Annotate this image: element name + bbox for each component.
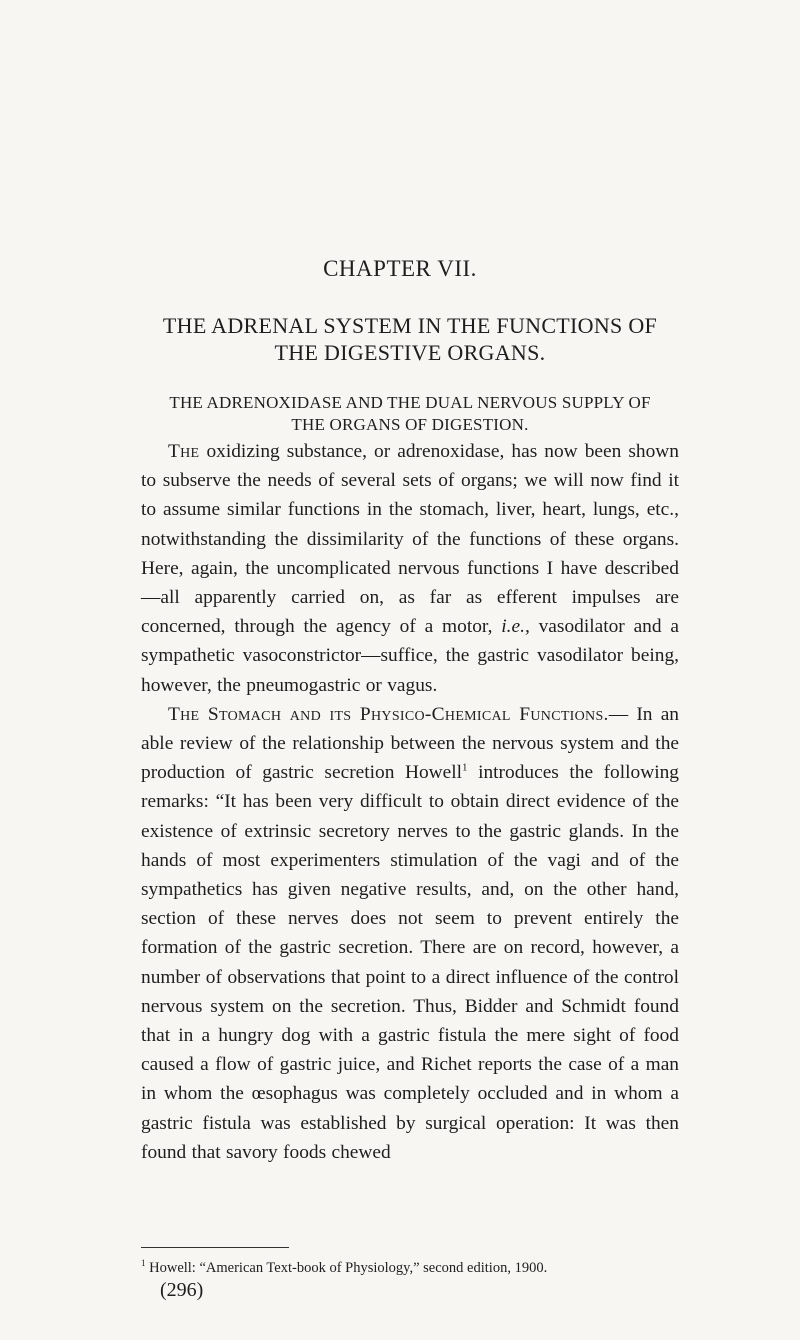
chapter-title-line-2: THE DIGESTIVE ORGANS. xyxy=(274,340,546,365)
paragraph-2-heading: The Stomach and its Physico-Chemical Functions. xyxy=(168,703,609,725)
footnote-divider xyxy=(141,1247,289,1248)
section-subtitle-line-2: THE ORGANS OF DIGESTION. xyxy=(291,415,529,434)
paragraph-1-text-b: vasodilator and a sympathetic vasoconstrictor—suffice, the gastric vasodilator being, however, the pneumogastric or vagus. xyxy=(141,616,679,696)
chapter-heading: CHAPTER VII. xyxy=(323,256,477,281)
footnote-mark: 1 xyxy=(141,1258,146,1269)
footnote-text: Howell: “American Text-book of Physiology,” second edition, 1900. xyxy=(145,1260,548,1276)
chapter-title-line-1: THE ADRENAL SYSTEM IN THE FUNCTIONS OF xyxy=(162,313,658,338)
paragraph-2-text-a: — In an able review of the relationship between the nervous system and the production of gastric secretion Howell xyxy=(141,703,680,784)
paragraph-2-text-b: introduces the following remarks: “It has been very difficult to obtain direct evidence of the existence of extrinsic secretory nerves to the gastric glands. In the hands of most experimenters stimulation of the vagi and of the sympathetics has given negative results, and, on the other hand, section of these nerves does not seem to prevent entirely the formation of the gastric secretion. There are on record, however, a number of observations that point to a direct influence of the control nervous system on the secretion. Thus, Bidder and Schmidt found that in a hungry dog with a gastric fistula the mere sight of food caused a flow of gastric juice, and Richet reports the case of a man in whom the œsophagus was completely occluded and in whom a gastric fistula was established by surgical operation: It was then found that savory foods chewed xyxy=(141,762,679,1163)
section-subtitle-line-1: THE ADRENOXIDASE AND THE DUAL NERVOUS SUPPLY OF xyxy=(169,393,651,412)
paragraph-1-ie: i.e., xyxy=(501,616,530,638)
paragraph-1-text-a: oxidizing substance, or adrenoxidase, has now been shown to subserve the needs of several sets of organs; we will now find it to assume similar functions in the stomach, liver, heart, lungs, etc., notwithstanding the dissimilarity of the functions of these organs. Here, again, the uncomplicated nervous functions I have described—all apparently carried on, as far as efferent impulses are concerned, through the agency of a motor, xyxy=(141,441,679,638)
paragraph-2 xyxy=(141,700,679,1167)
paragraph-1 xyxy=(141,437,679,700)
body-text xyxy=(141,437,679,1167)
page-number: (296) xyxy=(160,1279,204,1301)
chapter-title xyxy=(150,312,670,366)
section-subtitle xyxy=(150,392,670,436)
paragraph-1-lead-word: The xyxy=(168,441,200,462)
footnote xyxy=(141,1259,701,1277)
footnote-reference: 1 xyxy=(462,761,468,774)
